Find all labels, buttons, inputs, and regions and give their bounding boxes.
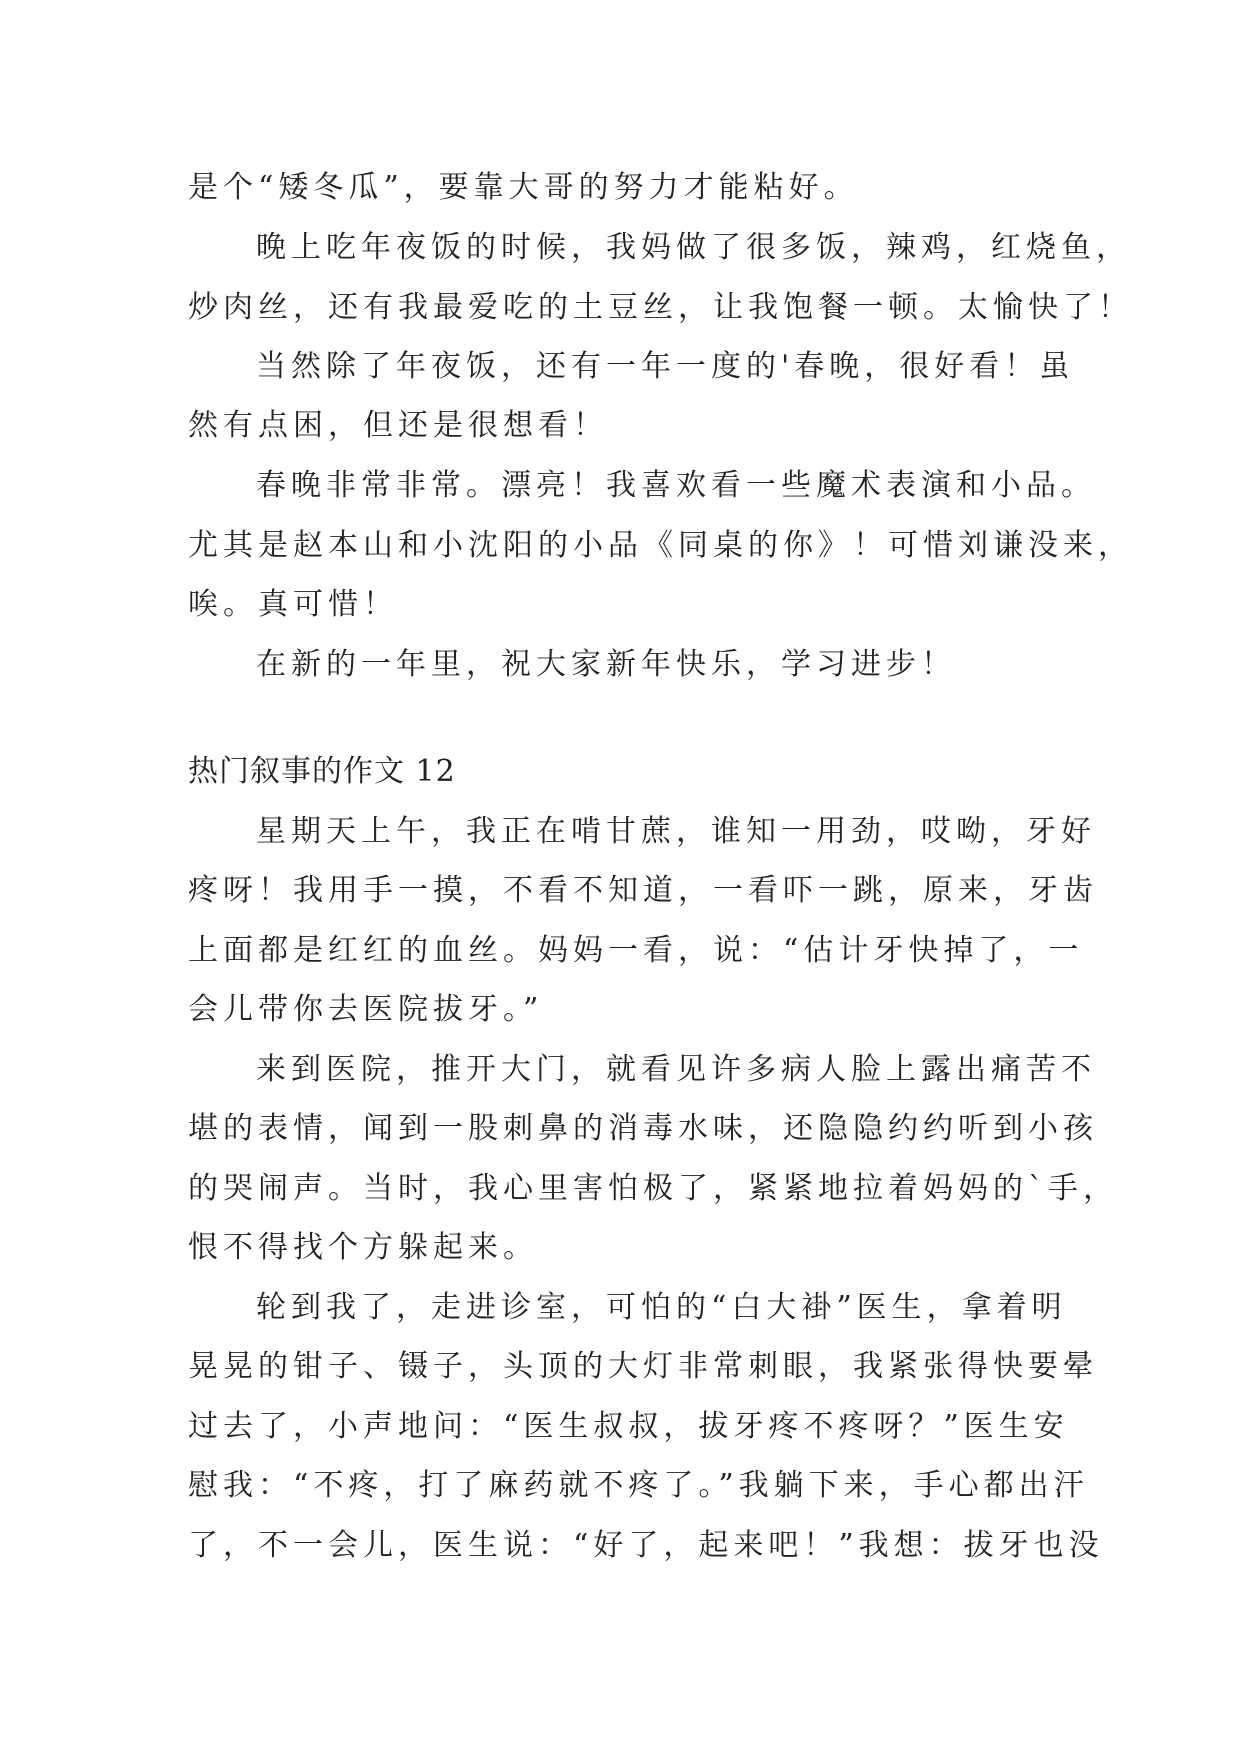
text-line: 尤其是赵本山和小沈阳的小品《同桌的你》！可惜刘谦没来， [188,528,1133,563]
text-line: 疼呀！我用手一摸，不看不知道，一看吓一跳，原来，牙齿 [188,873,1098,908]
text-line: 堪的表情，闻到一股刺鼻的消毒水味，还隐隐约约听到小孩 [188,1111,1098,1146]
paragraph-first-line: 当然除了年夜饭，还有一年一度的'春晚，很好看！虽 [256,349,1075,384]
text-line: 是个“矮冬瓜”，要靠大哥的努力才能粘好。 [188,170,859,205]
paragraph-first-line: 春晚非常非常。漂亮！我喜欢看一些魔术表演和小品。 [256,468,1096,503]
paragraph-first-line: 晚上吃年夜饭的时候，我妈做了很多饭，辣鸡，红烧鱼， [256,230,1131,265]
text-line: 然有点困，但还是很想看！ [188,408,608,443]
text-line: 会儿带你去医院拔牙。” [188,992,544,1027]
text-line: 炒肉丝，还有我最爱吃的土豆丝，让我饱餐一顿。太愉快了！ [188,290,1133,325]
text-line: 的哭闹声。当时，我心里害怕极了，紧紧地拉着妈妈的`手， [188,1171,1118,1206]
paragraph-first-line: 在新的一年里，祝大家新年快乐，学习进步！ [256,647,956,682]
text-line: 恨不得找个方躲起来。 [188,1230,538,1265]
text-line: 上面都是红红的血丝。妈妈一看，说：“估计牙快掉了，一 [188,933,1084,968]
paragraph-first-line: 星期天上午，我正在啃甘蔗，谁知一用劲，哎呦，牙好 [256,814,1096,849]
text-line: 了，不一会儿，医生说：“好了，起来吧！”我想：拔牙也没 [188,1528,1104,1563]
text-line: 晃晃的钳子、镊子，头顶的大灯非常刺眼，我紧张得快要晕 [188,1349,1098,1384]
text-line: 过去了，小声地问：“医生叔叔，拔牙疼不疼呀？”医生安 [188,1409,1069,1444]
text-line: 慰我：“不疼，打了麻药就不疼了。”我躺下来，手心都出汗 [188,1468,1089,1503]
paragraph-first-line: 来到医院，推开大门，就看见许多病人脸上露出痛苦不 [256,1052,1096,1087]
section-heading: 热门叙事的作文 12 [188,754,456,789]
paragraph-first-line: 轮到我了，走进诊室，可怕的“白大褂”医生，拿着明 [256,1290,1067,1325]
text-line: 唉。真可惜！ [188,587,398,622]
